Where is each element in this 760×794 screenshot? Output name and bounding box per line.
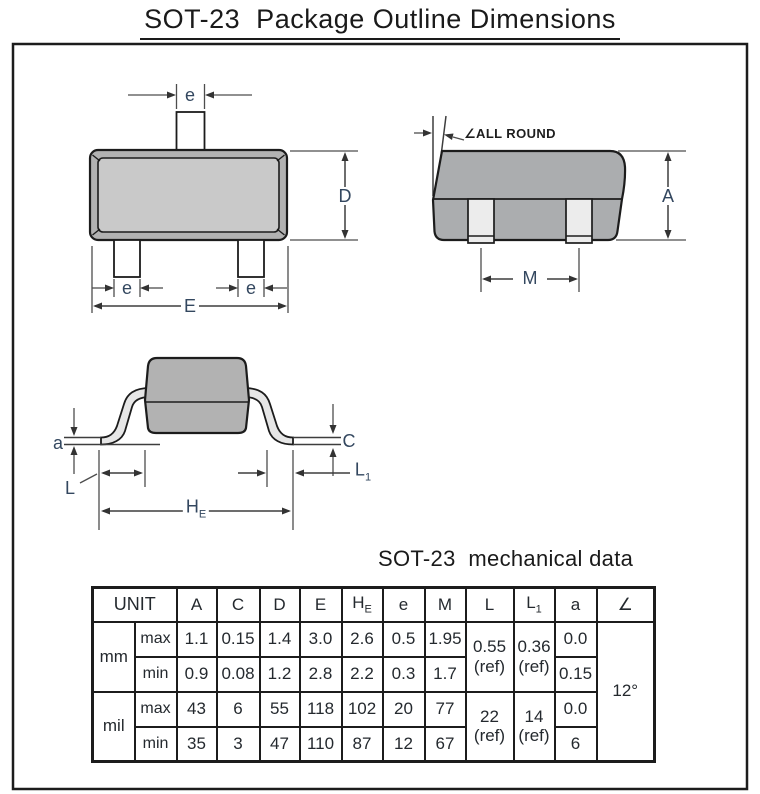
header-D: D	[260, 588, 300, 622]
cell-mil-min-D: 47	[260, 727, 300, 762]
header-L1: $L_1$	[514, 588, 555, 622]
arrowhead	[330, 425, 337, 434]
mechanical-data-table	[91, 586, 656, 763]
header-A: A	[177, 588, 217, 622]
cell-mm-min-C: 0.08	[217, 657, 260, 692]
package-body-side-view	[433, 151, 625, 240]
side-view-diagram	[414, 116, 686, 292]
cell-angle: 12°	[597, 622, 655, 762]
bottom-pin-left	[114, 240, 140, 277]
row-label-max: max	[135, 692, 177, 727]
unit-mil: mil	[93, 692, 135, 762]
arrowhead	[105, 285, 114, 292]
cell-mil-max-M: 77	[425, 692, 466, 727]
header-e: e	[383, 588, 425, 622]
arrowhead	[101, 470, 110, 477]
arrowhead	[134, 470, 143, 477]
dim-label-L: L	[64, 478, 76, 498]
table-row-mil-max	[93, 692, 655, 727]
arrowhead	[140, 285, 149, 292]
cell-mil-max-C: 6	[217, 692, 260, 727]
cell-mm-min-D: 1.2	[260, 657, 300, 692]
header-angle: ∠	[597, 588, 655, 622]
cell-mm-max-a: 0.0	[555, 622, 597, 657]
cell-mm-min-A: 0.9	[177, 657, 217, 692]
table-row-mil-min	[93, 727, 655, 762]
dim-label-e-bottom-right: e	[245, 278, 257, 298]
dim-ext-e-bottom	[114, 279, 264, 297]
header-L: L	[466, 588, 514, 622]
arrowhead	[167, 92, 176, 99]
cell-mm-max-C: 0.15	[217, 622, 260, 657]
cell-mm-min-HE: 2.2	[342, 657, 383, 692]
arrowhead	[278, 303, 287, 310]
gullwing-lead-left	[101, 388, 150, 445]
arrowhead	[282, 508, 291, 515]
top-pin	[177, 112, 205, 151]
cell-mm-L1: 0.36 (ref)	[514, 622, 555, 692]
table-row-mm-min	[93, 657, 655, 692]
dim-ext-L	[99, 450, 145, 530]
dim-label-C: C	[342, 431, 356, 451]
arrowhead	[295, 470, 304, 477]
dim-label-M: M	[520, 269, 541, 287]
dim-ext-L1	[267, 450, 293, 530]
arrowhead	[264, 285, 273, 292]
arrowhead	[665, 230, 672, 239]
gullwing-lead-right	[244, 388, 293, 445]
arrowhead	[71, 446, 78, 455]
cell-mm-max-HE: 2.6	[342, 622, 383, 657]
cell-mil-min-M: 67	[425, 727, 466, 762]
arrowhead	[665, 152, 672, 161]
dim-label-e-bottom-left: e	[121, 278, 133, 298]
cell-mil-min-a: 6	[555, 727, 597, 762]
cell-mil-min-A: 35	[177, 727, 217, 762]
header-unit: UNIT	[93, 588, 177, 622]
arrowhead	[444, 134, 454, 141]
arrowhead	[330, 448, 337, 457]
package-body-front-view	[145, 358, 249, 433]
arrowhead	[257, 470, 266, 477]
arrowhead	[205, 92, 214, 99]
cell-mil-max-HE: 102	[342, 692, 383, 727]
cell-mil-min-C: 3	[217, 727, 260, 762]
cell-mil-max-D: 55	[260, 692, 300, 727]
header-HE: $H_E$	[342, 588, 383, 622]
cell-mm-min-E: 2.8	[300, 657, 342, 692]
header-C: C	[217, 588, 260, 622]
cell-mm-max-D: 1.4	[260, 622, 300, 657]
page-title: SOT-23 Package Outline Dimensions	[140, 4, 620, 40]
L-leader-line	[80, 474, 97, 483]
cell-mil-L1: 14 (ref)	[514, 692, 555, 762]
dim-label-HE: $H_E$	[183, 498, 209, 521]
table-header-row	[93, 588, 655, 622]
cell-mm-max-e: 0.5	[383, 622, 425, 657]
header-E: E	[300, 588, 342, 622]
header-M: M	[425, 588, 466, 622]
bottom-pin-right	[238, 240, 264, 277]
table-row-mm-max	[93, 622, 655, 657]
allround-leader	[453, 137, 464, 140]
arrowhead	[342, 152, 349, 161]
dim-label-A: A	[659, 187, 677, 205]
row-label-max: max	[135, 622, 177, 657]
cell-mil-L: 22 (ref)	[466, 692, 514, 762]
cell-mm-L: 0.55 (ref)	[466, 622, 514, 692]
unit-mm: mm	[93, 622, 135, 692]
cell-mil-min-HE: 87	[342, 727, 383, 762]
seating-lines-right	[293, 438, 341, 445]
arrowhead	[93, 303, 102, 310]
cell-mil-min-e: 12	[383, 727, 425, 762]
arrowhead	[101, 508, 110, 515]
arrowhead	[229, 285, 238, 292]
row-label-min: min	[135, 727, 177, 762]
package-body-inner-face	[98, 158, 279, 232]
cell-mm-min-e: 0.3	[383, 657, 425, 692]
dim-label-L1: $L_1$	[354, 459, 372, 484]
cell-mm-max-A: 1.1	[177, 622, 217, 657]
arrowhead	[569, 276, 578, 283]
dim-label-E: E	[181, 297, 199, 315]
cell-mm-min-M: 1.7	[425, 657, 466, 692]
cell-mil-min-E: 110	[300, 727, 342, 762]
cell-mil-max-E: 118	[300, 692, 342, 727]
arrowhead	[342, 230, 349, 239]
arrowhead	[71, 427, 78, 436]
all-round-note: ∠ALL ROUND	[464, 126, 556, 141]
row-label-min: min	[135, 657, 177, 692]
cell-mil-max-e: 20	[383, 692, 425, 727]
arrowhead	[423, 130, 432, 137]
header-a: a	[555, 588, 597, 622]
cell-mm-min-a: 0.15	[555, 657, 597, 692]
arrowhead	[482, 276, 491, 283]
cell-mm-max-E: 3.0	[300, 622, 342, 657]
cell-mil-max-a: 0.0	[555, 692, 597, 727]
dim-label-e-top: e	[184, 85, 196, 105]
table-title: SOT-23 mechanical data	[378, 546, 634, 571]
dim-label-a: a	[52, 433, 64, 453]
cell-mil-max-A: 43	[177, 692, 217, 727]
dim-label-D: D	[336, 187, 355, 205]
cell-mm-max-M: 1.95	[425, 622, 466, 657]
